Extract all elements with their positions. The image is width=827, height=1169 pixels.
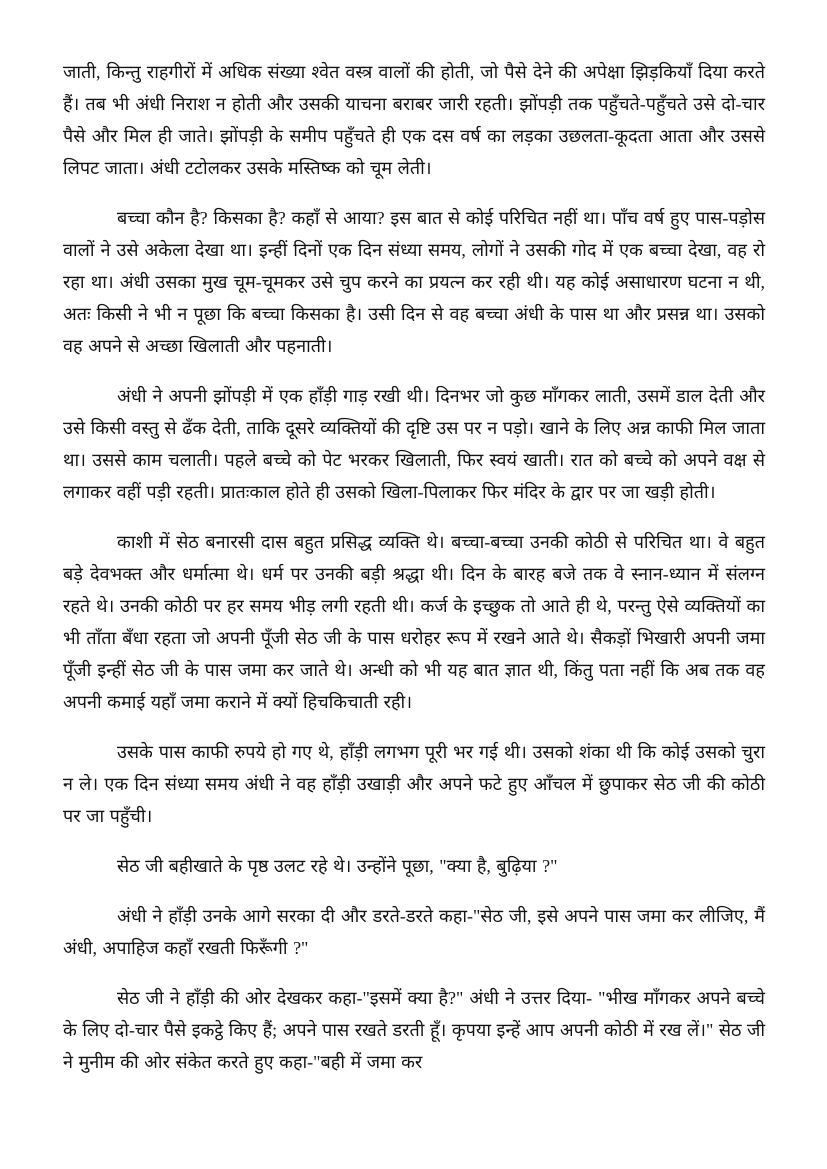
paragraph-1: जाती, किन्तु राहगीरों में अधिक संख्या श्वेत वस्त्र वालों की होती, जो पैसे देने की अपेक्षा झिड़कियाँ दिया करते हैं। तब भी अंधी निराश न होती और उसकी याचना बराबर जारी रहती। झोंपड़ी तक पहुँचते-पहुँचते उसे दो-चार पैसे और मिल ही जाते। झोंपड़ी के समीप पहुँचते ही एक दस वर्ष का लड़का उछलता-कूदता आता और उससे लिपट जाता। अंधी टटोलकर उसके मस्तिष्क को चूम लेती। xyxy=(63,62,765,178)
text-body xyxy=(63,56,765,1096)
paragraph-4: काशी में सेठ बनारसी दास बहुत प्रसिद्ध व्यक्ति थे। बच्चा-बच्चा उनकी कोठी से परिचित था। वे बहुत बड़े देवभक्त और धर्मात्मा थे। धर्म पर उनकी बड़ी श्रद्धा थी। दिन के बारह बजे तक वे स्नान-ध्यान में संलग्न रहते थे। उनकी कोठी पर हर समय भीड़ लगी रहती थी। कर्ज के इच्छुक तो आते ही थे, परन्तु ऐसे व्यक्तियों का भी ताँता बँधा रहता जो अपनी पूँजी सेठ जी के पास धरोहर रूप में रखने आते थे। सैकड़ों भिखारी अपनी जमा पूँजी इन्हीं सेठ जी के पास जमा कर जाते थे। अन्धी को भी यह बात ज्ञात थी, किंतु पता नहीं कि अब तक वह अपनी कमाई यहाँ जमा कराने में क्यों हिचकिचाती रही। xyxy=(63,532,765,712)
paragraph-3: अंधी ने अपनी झोंपड़ी में एक हाँड़ी गाड़ रखी थी। दिनभर जो कुछ माँगकर लाती, उसमें डाल देती और उसे किसी वस्तु से ढँक देती, ताकि दूसरे व्यक्तियों की दृष्टि उस पर न पड़ो। खाने के लिए अन्न काफी मिल जाता था। उससे काम चलाती। पहले बच्चे को पेट भरकर खिलाती, फिर स्वयं खाती। रात को बच्चे को अपने वक्ष से लगाकर वहीं पड़ी रहती। प्रातःकाल होते ही उसको खिला-पिलाकर फिर मंदिर के द्वार पर जा खड़ी होती। xyxy=(63,386,765,502)
paragraph-2: बच्चा कौन है? किसका है? कहाँ से आया? इस बात से कोई परिचित नहीं था। पाँच वर्ष हुए पास-पड़ोस वालों ने उसे अकेला देखा था। इन्हीं दिनों एक दिन संध्या समय, लोगों ने उसकी गोद में एक बच्चा देखा, वह रो रहा था। अंधी उसका मुख चूम-चूमकर उसे चुप करने का प्रयत्न कर रही थी। यह कोई असाधारण घटना न थी, अतः किसी ने भी न पूछा कि बच्चा किसका है। उसी दिन से वह बच्चा अंधी के पास था और प्रसन्न था। उसको वह अपने से अच्छा खिलाती और पहनाती। xyxy=(63,208,765,356)
paragraph-6: सेठ जी बहीखाते के पृष्ठ उलट रहे थे। उन्होंने पूछा, "क्या है, बुढ़िया ?" xyxy=(117,856,558,876)
paragraph-7: अंधी ने हाँड़ी उनके आगे सरका दी और डरते-डरते कहा-"सेठ जी, इसे अपने पास जमा कर लीजिए, मैं अंधी, अपाहिज कहाँ रखती फिरूँगी ?" xyxy=(63,906,765,958)
paragraph-8: सेठ जी ने हाँड़ी की ओर देखकर कहा-"इसमें क्या है?" अंधी ने उत्तर दिया- "भीख माँगकर अपने बच्चे के लिए दो-चार पैसे इकट्ठे किए हैं; अपने पास रखते डरती हूँ। कृपया इन्हें आप अपनी कोठी में रख लें।" सेठ जी ने मुनीम की ओर संकेत करते हुए कहा-"बही में जमा कर xyxy=(63,988,765,1072)
paragraph-5: उसके पास काफी रुपये हो गए थे, हाँड़ी लगभग पूरी भर गई थी। उसको शंका थी कि कोई उसको चुरा न ले। एक दिन संध्या समय अंधी ने वह हाँड़ी उखाड़ी और अपने फटे हुए आँचल में छुपाकर सेठ जी की कोठी पर जा पहुँची। xyxy=(63,742,765,826)
